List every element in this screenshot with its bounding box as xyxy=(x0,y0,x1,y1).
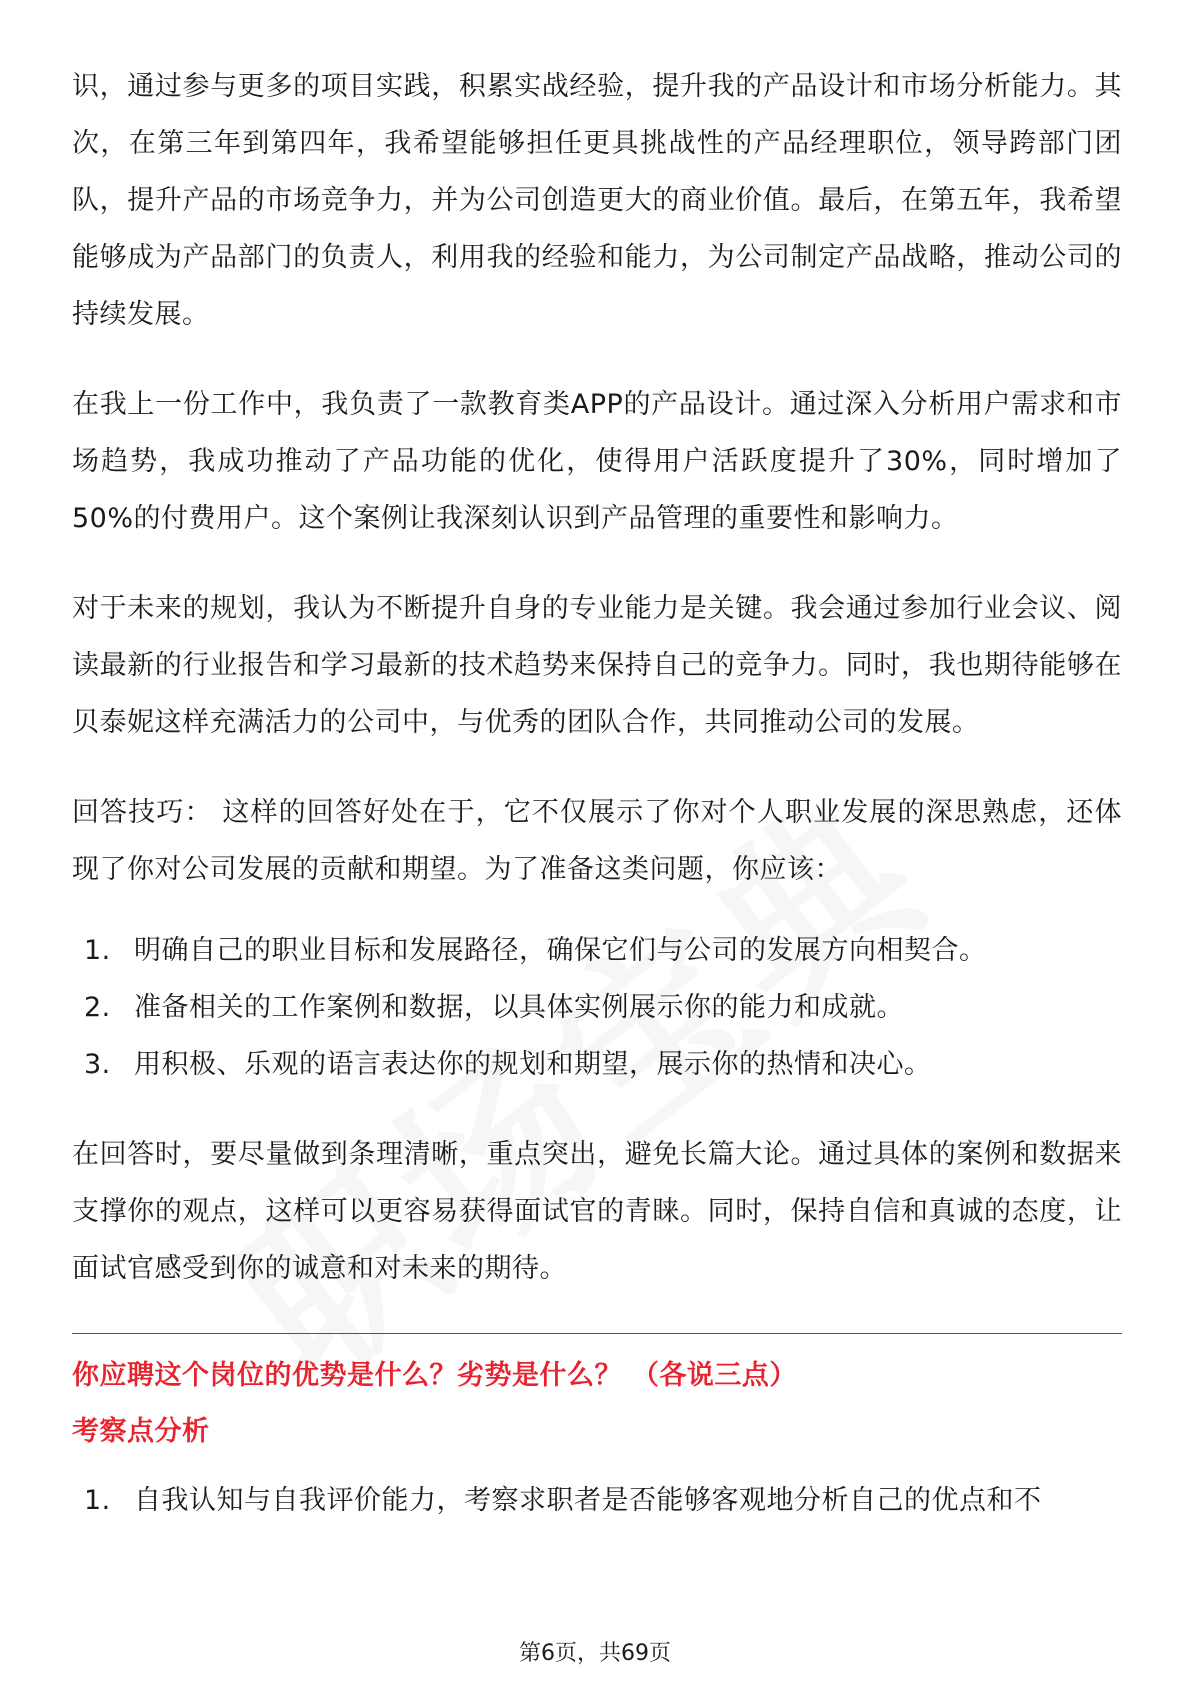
paragraph: 在我上一份工作中，我负责了一款教育类APP的产品设计。通过深入分析用户需求和市场趋势，我成功推动了产品功能的优化，使得用户活跃度提升了30%，同时增加了50%的付费用户。这个案例让我深刻认识到产品管理的重要性和影响力。 xyxy=(72,389,1122,534)
question-subtitle: 考察点分析 xyxy=(72,1416,210,1447)
list-number: 1. xyxy=(84,935,111,966)
list-text: 用积极、乐观的语言表达你的规划和期望，展示你的热情和决心。 xyxy=(134,1049,932,1080)
list-item xyxy=(72,1036,1122,1093)
section-divider xyxy=(72,1333,1122,1334)
list-item xyxy=(72,1472,1122,1529)
list-item xyxy=(72,979,1122,1036)
analysis-list xyxy=(72,1472,1122,1529)
list-text: 明确自己的职业目标和发展路径，确保它们与公司的发展方向相契合。 xyxy=(134,935,987,966)
closing-paragraph: 在回答时，要尽量做到条理清晰，重点突出，避免长篇大论。通过具体的案例和数据来支撑你的观点，这样可以更容易获得面试官的青睐。同时，保持自信和真诚的态度，让面试官感受到你的诚意和对未来的期待。 xyxy=(72,1139,1122,1284)
paragraph: 识，通过参与更多的项目实践，积累实战经验，提升我的产品设计和市场分析能力。其次，在第三年到第四年，我希望能够担任更具挑战性的产品经理职位，领导跨部门团队，提升产品的市场竞争力，并为公司创造更大的商业价值。最后，在第五年，我希望能够成为产品部门的负责人，利用我的经验和能力，为公司制定产品战略，推动公司的持续发展。 xyxy=(72,71,1122,330)
list-number: 1. xyxy=(84,1485,111,1516)
tips-list xyxy=(72,922,1122,1093)
list-text: 自我认知与自我评价能力，考察求职者是否能够客观地分析自己的优点和不 xyxy=(134,1485,1042,1516)
paragraph: 对于未来的规划，我认为不断提升自身的专业能力是关键。我会通过参加行业会议、阅读最新的行业报告和学习最新的技术趋势来保持自己的竞争力。同时，我也期待能够在贝泰妮这样充满活力的公司中，与优秀的团队合作，共同推动公司的发展。 xyxy=(72,593,1122,738)
list-number: 2. xyxy=(84,992,111,1023)
list-number: 3. xyxy=(84,1049,111,1080)
list-item xyxy=(72,922,1122,979)
page-footer: 第6页，共69页 xyxy=(519,1641,671,1666)
answer-tips-paragraph: 回答技巧： 这样的回答好处在于，它不仅展示了你对个人职业发展的深思熟虑，还体现了你对公司发展的贡献和期望。为了准备这类问题，你应该： xyxy=(72,797,1122,885)
question-title: 你应聘这个岗位的优势是什么？劣势是什么？ （各说三点） xyxy=(72,1360,797,1391)
list-text: 准备相关的工作案例和数据，以具体实例展示你的能力和成就。 xyxy=(134,992,904,1023)
page-content xyxy=(72,58,1122,1562)
